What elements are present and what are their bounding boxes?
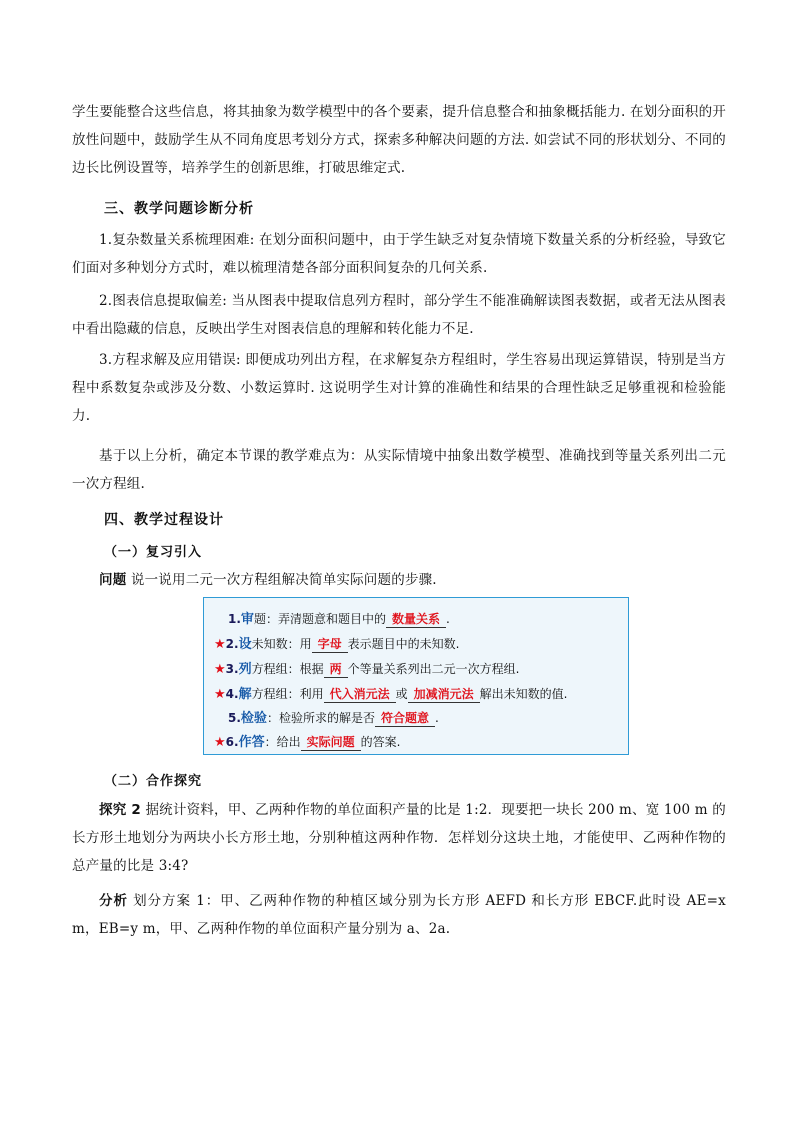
step-1 xyxy=(228,611,450,628)
question-line xyxy=(99,566,719,594)
step-2 xyxy=(214,636,459,653)
question-label: 问题 xyxy=(99,572,127,588)
summary-paragraph: 基于以上分析，确定本节课的教学难点为：从实际情境中抽象出数学模型、准确找到等量关系列出二元一次方程组. xyxy=(72,448,726,492)
step-text-end: 表示题目中的未知数. xyxy=(347,637,460,651)
step-blank-answer-2: 加减消元法 xyxy=(408,687,480,703)
section3-title: 三、教学问题诊断分析 xyxy=(104,201,254,217)
step-text-end: 个等量关系列出二元一次方程组. xyxy=(347,662,520,676)
step-number: 6. xyxy=(225,735,239,749)
step-number: 3. xyxy=(225,662,239,676)
star-icon: ★ xyxy=(214,637,226,652)
section4-title: 四、教学过程设计 xyxy=(104,512,224,528)
star-icon: ★ xyxy=(214,735,226,750)
step-3 xyxy=(214,661,519,678)
step-blank-answer: 两 xyxy=(324,662,348,678)
step-6 xyxy=(214,734,400,751)
step-keyword: 列 xyxy=(238,662,252,677)
star-icon: ★ xyxy=(214,687,226,702)
step-number: 1. xyxy=(228,612,241,626)
step-blank-answer: 数量关系 xyxy=(386,612,446,628)
step-number: 5. xyxy=(228,711,241,725)
step-blank-answer: 符合题意 xyxy=(375,711,435,727)
analysis-label: 分析 xyxy=(99,893,128,909)
step-keyword: 审 xyxy=(240,612,254,627)
step-text: ：给出 xyxy=(264,735,301,749)
step-number: 2. xyxy=(225,637,239,651)
issue-1: 1.复杂数量关系梳理困难: 在划分面积问题中，由于学生缺乏对复杂情境下数量关系的分析经验，导致它们面对多种划分方式时，难以梳理清楚各部分面积间复杂的几何关系. xyxy=(72,232,726,276)
step-number: 4. xyxy=(225,687,239,701)
step-keyword: 设 xyxy=(238,637,252,652)
step-text-end: 的答案. xyxy=(360,735,401,749)
steps-box xyxy=(203,597,629,755)
analysis-text: 划分方案 1：甲、乙两种作物的种植区域分别为长方形 AEFD 和长方形 EBCF.此时设 AE=x m，EB=y m，甲、乙两种作物的单位面积产量分别为 a、2a. xyxy=(72,893,726,937)
step-blank-answer: 代入消元法 xyxy=(324,687,396,703)
step-text-or: 或 xyxy=(395,687,408,701)
subsection2-title: （二）合作探究 xyxy=(104,774,203,789)
explore-text: 据统计资料，甲、乙两种作物的单位面积产量的比是 1:2．现要把一块长 200 m、宽 100 m 的长方形土地划分为两块小长方形土地，分别种植这两种作物．怎样划分这块土地，才能使甲、乙两种作物的总产量的比是 3:4? xyxy=(72,802,726,874)
issue-3: 3.方程求解及应用错误: 即便成功列出方程，在求解复杂方程组时，学生容易出现运算错误，特别是当方程中系数复杂或涉及分数、小数运算时. 这说明学生对计算的准确性和结果的合理性缺乏足够重视和检验能力. xyxy=(72,352,726,424)
step-4 xyxy=(214,686,567,703)
step-text-end: . xyxy=(445,612,450,626)
subsection1-title: （一）复习引入 xyxy=(104,545,203,560)
explore-label: 探究 2 xyxy=(99,802,141,818)
step-text-end: . xyxy=(434,711,439,725)
step-text: 方程组：利用 xyxy=(251,687,324,701)
step-keyword: 作答 xyxy=(238,735,265,750)
step-keyword: 解 xyxy=(238,687,252,702)
step-text-end: 解出未知数的值. xyxy=(479,687,568,701)
intro-paragraph: 学生要能整合这些信息，将其抽象为数学模型中的各个要素，提升信息整合和抽象概括能力. 在划分面积的开放性问题中，鼓励学生从不同角度思考划分方式，探索多种解决问题的方法. 如尝试不同的形状划分、不同的边长比例设置等，培养学生的创新思维，打破思维定式. xyxy=(72,104,726,176)
analysis-paragraph xyxy=(72,887,726,943)
step-text: 题：弄清题意和题目中的 xyxy=(253,612,386,626)
step-5 xyxy=(228,710,439,727)
step-text: 未知数：用 xyxy=(251,637,312,651)
explore-paragraph xyxy=(72,796,726,880)
issue-2: 2.图表信息提取偏差: 当从图表中提取信息列方程时，部分学生不能准确解读图表数据，或者无法从图表中看出隐藏的信息，反映出学生对图表信息的理解和转化能力不足. xyxy=(72,293,726,337)
step-text: ：检验所求的解是否 xyxy=(266,711,375,725)
question-text: 说一说用二元一次方程组解决简单实际问题的步骤. xyxy=(130,572,437,588)
step-blank-answer: 实际问题 xyxy=(301,735,361,751)
step-text: 方程组：根据 xyxy=(251,662,324,676)
step-blank-answer: 字母 xyxy=(312,637,348,653)
step-keyword: 检验 xyxy=(240,711,267,726)
star-icon: ★ xyxy=(214,662,226,677)
